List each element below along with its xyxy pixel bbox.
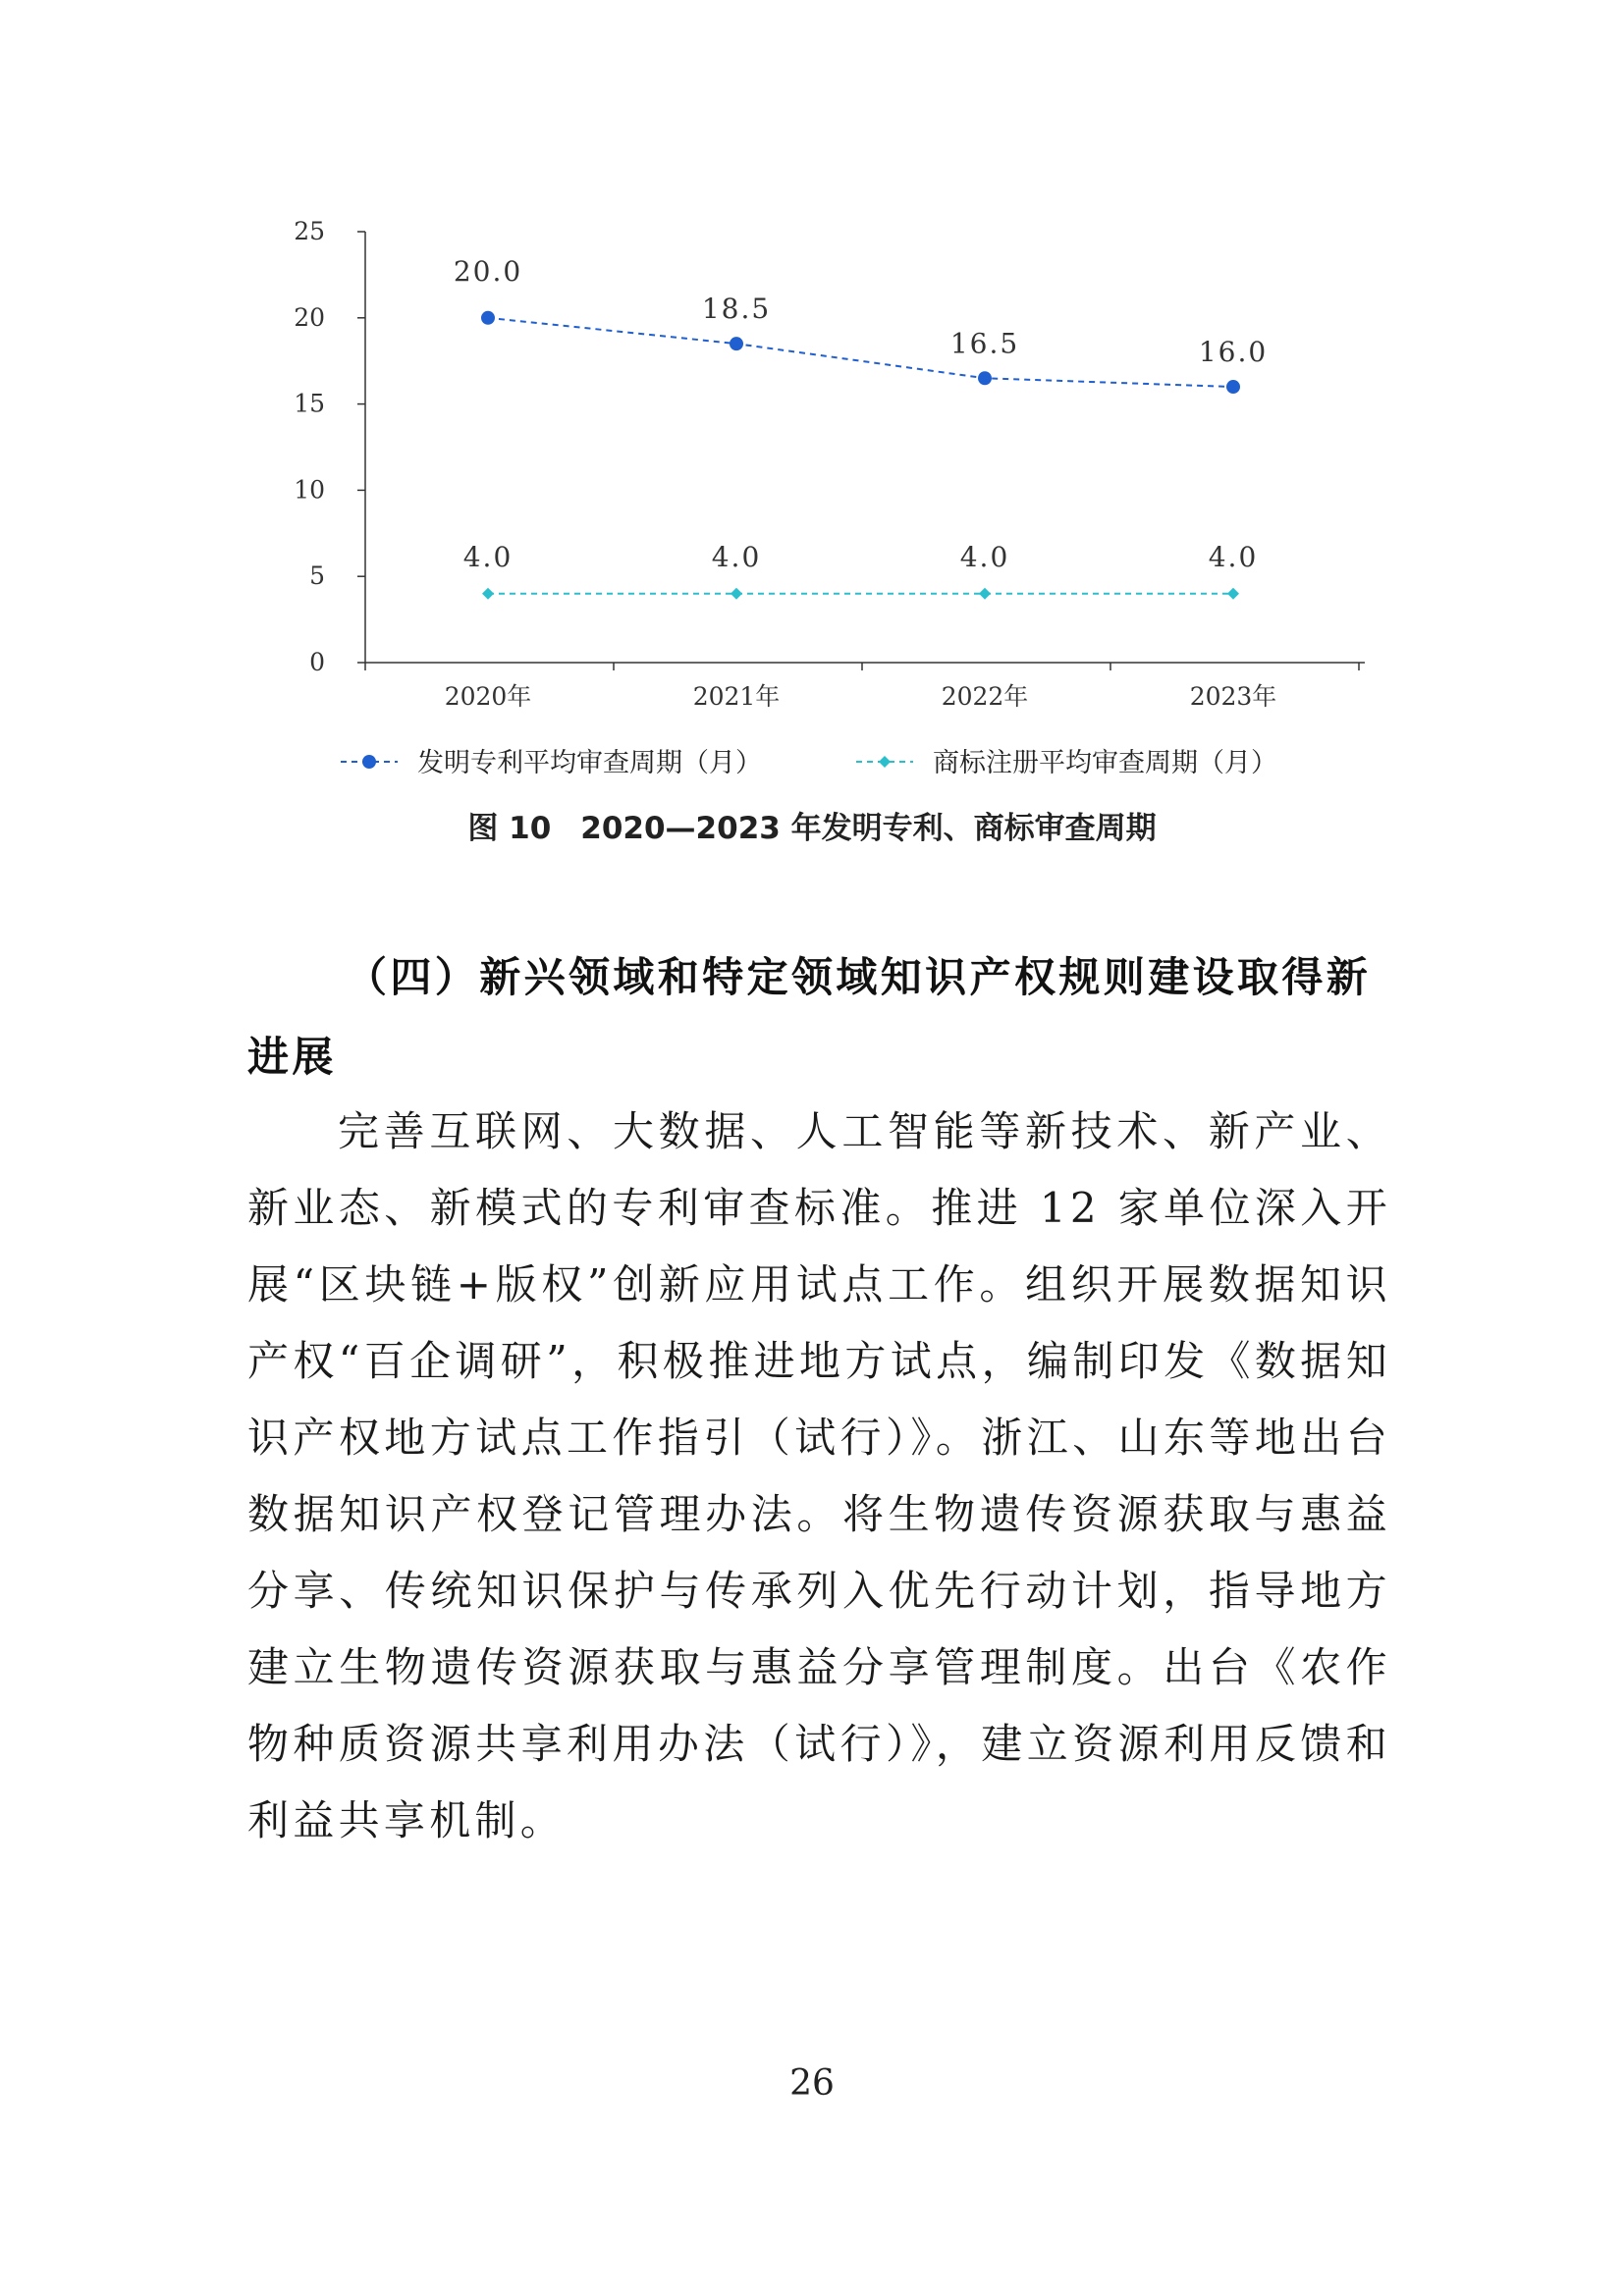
data-label: 16.5 [949,327,1020,360]
legend-label: 商标注册平均审查周期（月） [933,748,1277,778]
x-tick-label: 2022年 [941,682,1029,711]
x-tick-label: 2023年 [1189,682,1277,711]
data-label: 4.0 [711,540,762,573]
data-label: 20.0 [453,254,523,288]
data-point [979,588,991,600]
data-point [481,311,495,325]
data-point [482,588,494,600]
data-point [978,371,992,385]
legend-marker [362,755,376,769]
data-point [1227,588,1239,600]
data-point [1226,380,1240,394]
section-paragraph: 完善互联网、大数据、人工智能等新技术、新产业、新业态、新模式的专利审查标准。推进 12 家单位深入开展“区块链+版权”创新应用试点工作。组织开展数据知识产权“百企调研”，积极推进地方试点，编制印发《数据知识产权地方试点工作指引（试行）》。浙江、山东等地出台数据知识产权登记管理办法。将生物遗传资源获取与惠益分享、传统知识保护与传承列入优先行动计划，指导地方建立生物遗传资源获取与惠益分享管理制度。出台《农作物种质资源共享利用办法（试行）》，建立资源利用反馈和利益共享机制。 [247,1107,1391,1844]
exam-cycle-chart [0,0,1624,864]
x-tick-label: 2021年 [692,682,781,711]
data-label: 18.5 [701,293,772,326]
data-point [731,588,742,600]
series-line-1 [488,318,1233,387]
legend-marker [879,756,891,768]
figure-title: 2020—2023 年发明专利、商标审查周期 [580,811,1157,846]
y-tick-label: 0 [309,648,325,676]
y-tick-label: 15 [294,389,325,418]
y-tick-label: 10 [294,475,325,505]
section-heading: （四）新兴领域和特定领域知识产权规则建设取得新进展 [247,953,1372,1081]
x-tick-label: 2020年 [444,682,532,711]
y-tick-label: 25 [294,217,325,245]
data-label: 4.0 [462,540,514,573]
data-label: 4.0 [1208,540,1259,573]
figure-caption [0,803,1624,847]
y-tick-label: 5 [309,561,325,591]
legend-label: 发明专利平均审查周期（月） [417,748,762,778]
data-label: 16.0 [1198,336,1269,369]
page-number: 26 [789,2063,835,2104]
data-point [730,337,743,350]
y-tick-label: 20 [294,302,325,332]
data-label: 4.0 [959,540,1010,573]
figure-number: 图 10 [467,811,552,846]
